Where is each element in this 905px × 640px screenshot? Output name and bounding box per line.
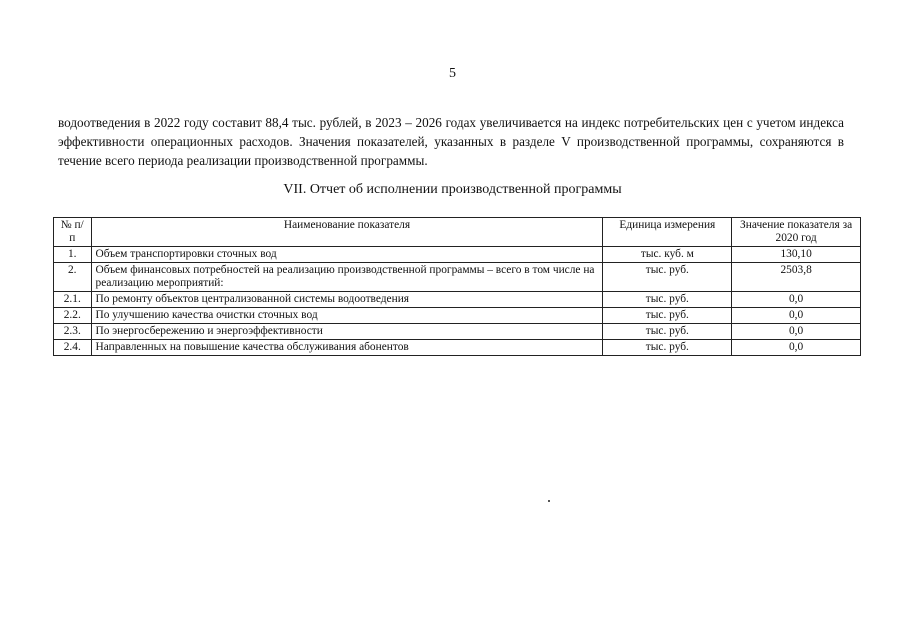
table-row bbox=[54, 324, 861, 340]
row-unit: тыс. руб. bbox=[603, 292, 732, 308]
row-num: 2.1. bbox=[54, 292, 92, 308]
row-value: 0,0 bbox=[732, 292, 861, 308]
body-paragraph: водоотведения в 2022 году составит 88,4 тыс. рублей, в 2023 – 2026 годах увеличивается на индекс потребительских цен с учетом индекса эффективности операционных расходов. Значения показателей, указанных в разделе V производственной программы, сохраняются в течение всего периода реализации производственной программы. bbox=[58, 115, 844, 168]
row-unit: тыс. куб. м bbox=[603, 247, 732, 263]
row-num: 2. bbox=[54, 263, 92, 292]
row-num: 2.3. bbox=[54, 324, 92, 340]
row-value: 130,10 bbox=[732, 247, 861, 263]
row-unit: тыс. руб. bbox=[603, 324, 732, 340]
row-name: Объем финансовых потребностей на реализацию производственной программы – всего в том числе на реализацию мероприятий: bbox=[91, 263, 603, 292]
row-value: 0,0 bbox=[732, 340, 861, 356]
row-value: 2503,8 bbox=[732, 263, 861, 292]
header-unit: Единица измерения bbox=[603, 218, 732, 247]
row-name: По энергосбережению и энергоэффективности bbox=[91, 324, 603, 340]
header-value: Значение показателя за 2020 год bbox=[732, 218, 861, 247]
row-unit: тыс. руб. bbox=[603, 263, 732, 292]
row-unit: тыс. руб. bbox=[603, 308, 732, 324]
row-value: 0,0 bbox=[732, 308, 861, 324]
header-name: Наименование показателя bbox=[91, 218, 603, 247]
header-num: № п/п bbox=[54, 218, 92, 247]
table-row bbox=[54, 308, 861, 324]
row-num: 2.4. bbox=[54, 340, 92, 356]
table-row bbox=[54, 263, 861, 292]
row-num: 1. bbox=[54, 247, 92, 263]
row-value: 0,0 bbox=[732, 324, 861, 340]
row-num: 2.2. bbox=[54, 308, 92, 324]
row-name: По ремонту объектов централизованной системы водоотведения bbox=[91, 292, 603, 308]
row-name: Направленных на повышение качества обслуживания абонентов bbox=[91, 340, 603, 356]
table-row bbox=[54, 340, 861, 356]
row-name: Объем транспортировки сточных вод bbox=[91, 247, 603, 263]
table-row bbox=[54, 292, 861, 308]
scan-speck bbox=[548, 500, 550, 502]
table-header-row bbox=[54, 218, 861, 247]
row-unit: тыс. руб. bbox=[603, 340, 732, 356]
section-title: VII. Отчет об исполнении производственной программы bbox=[283, 182, 622, 197]
page-number: 5 bbox=[449, 66, 456, 81]
report-table bbox=[53, 217, 861, 356]
table-row bbox=[54, 247, 861, 263]
row-name: По улучшению качества очистки сточных вод bbox=[91, 308, 603, 324]
